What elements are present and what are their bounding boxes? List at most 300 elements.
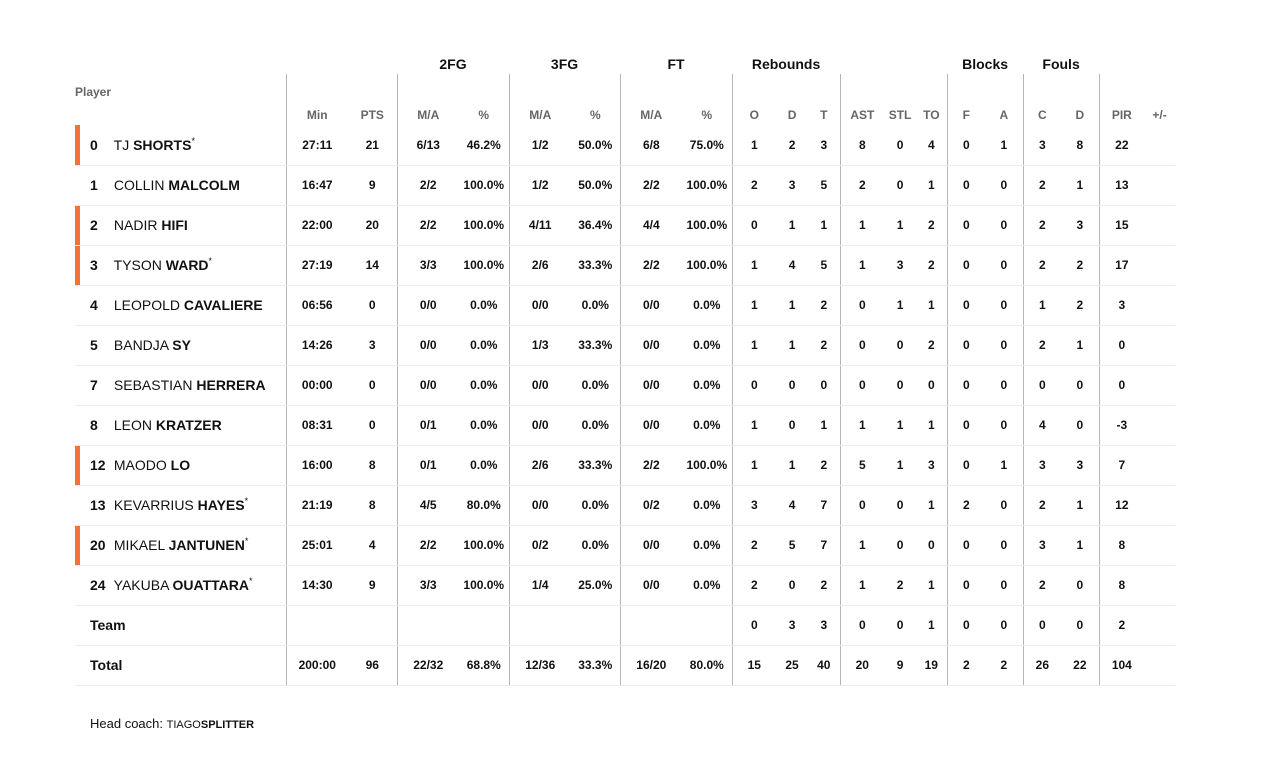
stat-min: 25:01 [286, 525, 348, 565]
stat-blk-a: 0 [985, 285, 1023, 325]
column-header-ast: AST [840, 74, 884, 125]
stat-fg3-pct: 50.0% [571, 125, 620, 165]
column-header-2fg-pct: % [478, 108, 490, 122]
player-cell[interactable] [75, 165, 286, 205]
column-header-foul-d: D [1075, 108, 1085, 122]
player-row[interactable] [75, 565, 1175, 605]
starter-marker [75, 206, 80, 245]
stat-fg3-ma: 1/3 [509, 325, 571, 365]
stat-reb-o: 1 [732, 445, 776, 485]
stat-foul-c: 0 [1023, 605, 1061, 645]
stat-stl: 0 [884, 125, 916, 165]
player-number: 12 [90, 457, 106, 473]
stat-foul-c: 2 [1023, 325, 1061, 365]
stat-to: 1 [916, 165, 947, 205]
stat-reb-d: 1 [776, 205, 808, 245]
player-row[interactable] [75, 405, 1175, 445]
stat-foul-c: 3 [1023, 445, 1061, 485]
stat-blk-a: 0 [985, 605, 1023, 645]
stat-ft-ma: 0/0 [620, 405, 682, 445]
player-first-name: YAKUBA [113, 577, 169, 593]
player-last-name: OUATTARA [172, 577, 249, 593]
stat-blk-f: 0 [947, 565, 985, 605]
column-header-pts: PTS [360, 108, 384, 122]
stat-fg3-pct: 36.4% [571, 205, 620, 245]
stat-blk-a: 0 [985, 365, 1023, 405]
stat-ft-pct: 100.0% [682, 245, 732, 285]
stat-stl: 1 [884, 205, 916, 245]
stat-pir: 0 [1099, 365, 1144, 405]
stat-stl: 0 [884, 485, 916, 525]
player-number: 7 [90, 377, 98, 393]
column-header-player: Player [75, 85, 112, 99]
column-header-plus-minus: +/- [1152, 108, 1167, 122]
stat-reb-d: 4 [776, 485, 808, 525]
player-cell[interactable] [75, 205, 286, 245]
stat-pm [1144, 125, 1175, 165]
stat-ft-ma: 16/20 [620, 645, 682, 685]
stat-pm [1144, 165, 1175, 205]
stat-blk-a: 0 [985, 565, 1023, 605]
stat-to: 1 [916, 605, 947, 645]
player-row[interactable] [75, 165, 1175, 205]
stat-reb-t: 3 [808, 605, 840, 645]
stat-reb-o: 2 [732, 565, 776, 605]
stat-fg3-ma [509, 605, 571, 645]
stat-fg2-pct: 0.0% [459, 325, 509, 365]
player-first-name: KEVARRIUS [113, 497, 194, 513]
player-star-mark: * [244, 496, 249, 506]
stat-blk-f: 0 [947, 285, 985, 325]
stat-ast: 1 [840, 205, 884, 245]
stat-ast: 1 [840, 525, 884, 565]
player-cell[interactable] [75, 285, 286, 325]
column-header-ft-pct: % [701, 108, 713, 122]
stat-fg3-pct: 33.3% [571, 325, 620, 365]
player-first-name: TJ [113, 136, 130, 153]
stat-foul-d: 0 [1061, 565, 1099, 605]
stat-ft-pct: 100.0% [682, 445, 732, 485]
stat-ft-ma: 0/0 [620, 525, 682, 565]
stat-pm [1144, 565, 1175, 605]
stat-reb-t: 2 [808, 285, 840, 325]
player-cell[interactable] [75, 445, 286, 485]
player-row[interactable] [75, 445, 1175, 485]
stat-pts: 9 [348, 165, 397, 205]
player-number: 4 [90, 297, 98, 313]
starter-marker [75, 526, 80, 565]
stat-ft-pct: 100.0% [682, 165, 732, 205]
column-header-2fg-ma: M/A [397, 74, 459, 125]
stat-pir: 3 [1099, 285, 1144, 325]
player-last-name: HIFI [161, 217, 188, 233]
stat-ft-pct: 75.0% [682, 125, 732, 165]
stat-to: 3 [916, 445, 947, 485]
stat-pts: 0 [348, 285, 397, 325]
stat-ft-pct: 0.0% [682, 565, 732, 605]
stat-pir: 12 [1099, 485, 1144, 525]
column-header-pir: PIR [1099, 74, 1144, 125]
stat-to: 4 [916, 125, 947, 165]
stat-foul-c: 0 [1023, 365, 1061, 405]
stat-reb-t: 2 [808, 325, 840, 365]
stat-pts: 4 [348, 525, 397, 565]
group-header-3fg: 3FG [550, 56, 579, 72]
stat-fg2-ma: 0/0 [397, 365, 459, 405]
player-number: 8 [90, 417, 98, 433]
stat-pm [1144, 485, 1175, 525]
stat-min: 27:11 [286, 125, 348, 165]
column-header-reb-d: D [787, 108, 797, 122]
stat-min: 14:30 [286, 565, 348, 605]
stat-fg2-pct: 100.0% [459, 565, 509, 605]
stat-foul-c: 26 [1023, 645, 1061, 685]
stat-fg2-ma: 0/1 [397, 405, 459, 445]
team-row [75, 605, 1175, 645]
stat-fg3-ma: 0/2 [509, 525, 571, 565]
group-header-min-pts-spacer [286, 40, 397, 74]
stat-reb-t: 0 [808, 365, 840, 405]
player-row[interactable] [75, 485, 1175, 525]
stat-foul-d: 2 [1061, 285, 1099, 325]
stat-fg3-pct: 25.0% [571, 565, 620, 605]
stat-foul-d: 2 [1061, 245, 1099, 285]
player-cell[interactable] [75, 485, 286, 525]
stat-blk-f: 0 [947, 205, 985, 245]
stat-pm [1144, 645, 1175, 685]
stat-blk-f: 0 [947, 445, 985, 485]
stat-ast: 5 [840, 445, 884, 485]
stat-fg3-pct: 0.0% [571, 405, 620, 445]
stat-fg2-pct: 0.0% [459, 365, 509, 405]
stat-ft-ma: 0/0 [620, 285, 682, 325]
stat-fg3-pct: 33.3% [571, 245, 620, 285]
stat-stl: 0 [884, 525, 916, 565]
stat-reb-d: 5 [776, 525, 808, 565]
stat-ft-pct: 0.0% [682, 325, 732, 365]
stat-ft-ma: 2/2 [620, 165, 682, 205]
stat-stl: 0 [884, 605, 916, 645]
stat-reb-t: 5 [808, 245, 840, 285]
stat-reb-t: 2 [808, 445, 840, 485]
stat-fg2-pct: 100.0% [459, 245, 509, 285]
stat-fg2-pct: 100.0% [459, 205, 509, 245]
group-header-rebounds: Rebounds [751, 56, 821, 72]
stat-pts: 96 [348, 645, 397, 685]
player-row[interactable] [75, 125, 1175, 165]
stat-pm [1144, 245, 1175, 285]
stat-pir: 15 [1099, 205, 1144, 245]
stat-reb-o: 1 [732, 245, 776, 285]
stat-to: 0 [916, 525, 947, 565]
stat-ast: 2 [840, 165, 884, 205]
stat-to: 2 [916, 325, 947, 365]
stat-min: 16:00 [286, 445, 348, 485]
player-cell[interactable] [75, 365, 286, 405]
stat-ft-ma: 4/4 [620, 205, 682, 245]
stat-foul-d: 1 [1061, 165, 1099, 205]
player-first-name: BANDJA [113, 337, 169, 353]
stat-stl: 0 [884, 365, 916, 405]
player-cell[interactable] [75, 525, 286, 565]
starter-marker [75, 446, 80, 485]
head-coach-label: Head coach: [90, 716, 163, 731]
stat-reb-d: 0 [776, 365, 808, 405]
stat-reb-o: 15 [732, 645, 776, 685]
stat-to: 19 [916, 645, 947, 685]
stat-ft-pct: 100.0% [682, 205, 732, 245]
stat-fg3-ma: 4/11 [509, 205, 571, 245]
stat-foul-d: 8 [1061, 125, 1099, 165]
column-header-row [75, 74, 1175, 125]
stat-ft-pct: 0.0% [682, 525, 732, 565]
player-number: 5 [90, 337, 98, 353]
stat-fg3-pct: 0.0% [571, 365, 620, 405]
stat-reb-t: 7 [808, 525, 840, 565]
stat-ft-ma: 6/8 [620, 125, 682, 165]
stat-ast: 1 [840, 565, 884, 605]
stat-reb-o: 0 [732, 605, 776, 645]
stat-blk-f: 0 [947, 605, 985, 645]
player-cell[interactable] [75, 405, 286, 445]
stat-ft-ma: 0/2 [620, 485, 682, 525]
stat-ft-ma: 0/0 [620, 565, 682, 605]
stat-fg2-pct: 0.0% [459, 405, 509, 445]
stat-blk-f: 2 [947, 645, 985, 685]
stat-reb-d: 25 [776, 645, 808, 685]
stat-foul-d: 3 [1061, 205, 1099, 245]
stat-fg2-ma: 4/5 [397, 485, 459, 525]
stat-foul-c: 2 [1023, 565, 1061, 605]
stat-ast: 0 [840, 325, 884, 365]
stat-fg3-ma: 0/0 [509, 485, 571, 525]
stat-ast: 0 [840, 605, 884, 645]
stat-foul-c: 3 [1023, 525, 1061, 565]
stat-foul-d: 0 [1061, 405, 1099, 445]
player-number: 2 [90, 217, 98, 233]
stat-min [286, 605, 348, 645]
stat-reb-o: 1 [732, 325, 776, 365]
stat-ft-ma: 0/0 [620, 365, 682, 405]
player-row[interactable] [75, 365, 1175, 405]
stat-foul-d: 22 [1061, 645, 1099, 685]
stat-fg3-pct: 0.0% [571, 285, 620, 325]
group-header-row [75, 40, 1175, 74]
stat-fg3-pct: 33.3% [571, 645, 620, 685]
stat-fg3-ma: 2/6 [509, 445, 571, 485]
player-last-name: HAYES [197, 497, 245, 513]
player-number: 3 [90, 257, 98, 273]
stat-pir: 104 [1099, 645, 1144, 685]
stat-reb-d: 0 [776, 405, 808, 445]
stat-pm [1144, 365, 1175, 405]
stat-ast: 20 [840, 645, 884, 685]
stat-pm [1144, 405, 1175, 445]
stat-min: 00:00 [286, 365, 348, 405]
player-row[interactable] [75, 245, 1175, 285]
column-header-foul-c: C [1023, 74, 1061, 125]
column-header-reb-o: O [732, 74, 776, 125]
stat-pm [1144, 325, 1175, 365]
stat-foul-d: 0 [1061, 365, 1099, 405]
stat-to: 2 [916, 245, 947, 285]
stat-fg2-ma: 2/2 [397, 205, 459, 245]
player-row[interactable] [75, 325, 1175, 365]
stat-ast: 0 [840, 365, 884, 405]
player-star-mark: * [208, 256, 213, 266]
stat-reb-o: 1 [732, 405, 776, 445]
stat-fg3-ma: 12/36 [509, 645, 571, 685]
player-last-name: WARD [165, 257, 209, 273]
stat-to: 1 [916, 485, 947, 525]
column-header-min: Min [286, 74, 348, 125]
stat-fg3-pct [571, 605, 620, 645]
player-last-name: KRATZER [155, 417, 222, 433]
stat-min: 27:19 [286, 245, 348, 285]
player-last-name: CAVALIERE [183, 297, 263, 313]
stat-pm [1144, 445, 1175, 485]
player-first-name: LEON [113, 417, 153, 433]
column-header-stl: STL [888, 108, 912, 122]
stat-foul-d: 1 [1061, 485, 1099, 525]
player-cell[interactable] [75, 565, 286, 605]
stat-fg3-ma: 0/0 [509, 365, 571, 405]
player-row[interactable] [75, 285, 1175, 325]
stat-fg2-ma: 6/13 [397, 125, 459, 165]
stat-blk-f: 2 [947, 485, 985, 525]
team-label: Team [75, 605, 286, 645]
stat-blk-a: 0 [985, 525, 1023, 565]
stat-ast: 0 [840, 285, 884, 325]
stat-pts: 0 [348, 405, 397, 445]
stat-foul-c: 2 [1023, 485, 1061, 525]
player-number: 0 [90, 136, 98, 153]
player-star-mark: * [249, 576, 253, 586]
stat-blk-a: 1 [985, 445, 1023, 485]
stat-min: 14:26 [286, 325, 348, 365]
stat-reb-d: 1 [776, 325, 808, 365]
stat-ft-ma: 2/2 [620, 245, 682, 285]
stat-fg2-pct: 46.2% [459, 125, 509, 165]
player-first-name: NADIR [113, 217, 158, 233]
stat-min: 08:31 [286, 405, 348, 445]
stat-reb-t: 40 [808, 645, 840, 685]
stat-foul-c: 3 [1023, 125, 1061, 165]
stat-blk-a: 0 [985, 205, 1023, 245]
stat-fg2-ma: 0/0 [397, 285, 459, 325]
player-number: 13 [90, 497, 106, 513]
stat-pts: 0 [348, 365, 397, 405]
stat-pts: 8 [348, 445, 397, 485]
player-cell[interactable] [75, 325, 286, 365]
stat-ft-ma [620, 605, 682, 645]
stat-pm [1144, 525, 1175, 565]
stat-pts: 20 [348, 205, 397, 245]
player-number: 24 [90, 577, 106, 593]
stat-stl: 0 [884, 325, 916, 365]
stat-reb-t: 5 [808, 165, 840, 205]
player-row[interactable] [75, 525, 1175, 565]
stat-pm [1144, 205, 1175, 245]
player-cell[interactable] [75, 245, 286, 285]
stat-pts [348, 605, 397, 645]
stat-ft-pct: 80.0% [682, 645, 732, 685]
stat-fg2-pct [459, 605, 509, 645]
stat-reb-d: 1 [776, 445, 808, 485]
player-first-name: SEBASTIAN [113, 377, 193, 393]
stat-pir: 2 [1099, 605, 1144, 645]
column-header-ft-ma: M/A [620, 74, 682, 125]
stat-pts: 21 [348, 125, 397, 165]
stat-to: 0 [916, 365, 947, 405]
stat-ft-ma: 2/2 [620, 445, 682, 485]
stat-min: 22:00 [286, 205, 348, 245]
stat-reb-d: 4 [776, 245, 808, 285]
head-coach-first-name: TIAGO [166, 719, 201, 731]
stat-fg2-pct: 100.0% [459, 165, 509, 205]
player-last-name: SHORTS [133, 136, 192, 153]
group-header-player-spacer [75, 40, 286, 74]
player-last-name: SY [172, 337, 191, 353]
stat-fg2-ma: 3/3 [397, 565, 459, 605]
player-cell[interactable] [75, 125, 286, 165]
stat-stl: 2 [884, 565, 916, 605]
player-number: 1 [90, 177, 98, 193]
total-label: Total [75, 645, 286, 685]
stat-to: 1 [916, 565, 947, 605]
stat-ft-pct: 0.0% [682, 285, 732, 325]
stat-foul-c: 1 [1023, 285, 1061, 325]
stat-ft-ma: 0/0 [620, 325, 682, 365]
stat-blk-f: 0 [947, 125, 985, 165]
column-header-3fg-ma: M/A [509, 74, 571, 125]
player-last-name: MALCOLM [168, 177, 240, 193]
box-score-table [75, 40, 1175, 686]
stat-foul-c: 4 [1023, 405, 1061, 445]
stat-ast: 0 [840, 485, 884, 525]
stat-fg3-ma: 0/0 [509, 285, 571, 325]
stat-pir: 22 [1099, 125, 1144, 165]
group-header-ft: FT [667, 56, 685, 72]
player-last-name: LO [170, 457, 191, 473]
stat-reb-d: 0 [776, 565, 808, 605]
stat-blk-a: 2 [985, 645, 1023, 685]
stat-fg2-ma: 3/3 [397, 245, 459, 285]
stat-foul-d: 3 [1061, 445, 1099, 485]
column-header-blk-f: F [947, 74, 985, 125]
total-row [75, 645, 1175, 685]
stat-fg2-pct: 0.0% [459, 445, 509, 485]
stat-pir: 17 [1099, 245, 1144, 285]
stat-pm [1144, 285, 1175, 325]
stat-fg3-pct: 33.3% [571, 445, 620, 485]
stat-blk-f: 0 [947, 405, 985, 445]
stat-stl: 3 [884, 245, 916, 285]
stat-foul-d: 1 [1061, 525, 1099, 565]
stat-blk-a: 0 [985, 405, 1023, 445]
stat-reb-d: 2 [776, 125, 808, 165]
player-star-mark: * [244, 536, 249, 546]
column-header-blk-a: A [999, 108, 1009, 122]
player-star-mark: * [191, 135, 195, 146]
stat-fg2-pct: 80.0% [459, 485, 509, 525]
stat-ft-pct: 0.0% [682, 405, 732, 445]
column-header-3fg-pct: % [589, 108, 601, 122]
stat-stl: 9 [884, 645, 916, 685]
stat-fg3-ma: 1/2 [509, 165, 571, 205]
player-row[interactable] [75, 205, 1175, 245]
stat-fg2-pct: 68.8% [459, 645, 509, 685]
